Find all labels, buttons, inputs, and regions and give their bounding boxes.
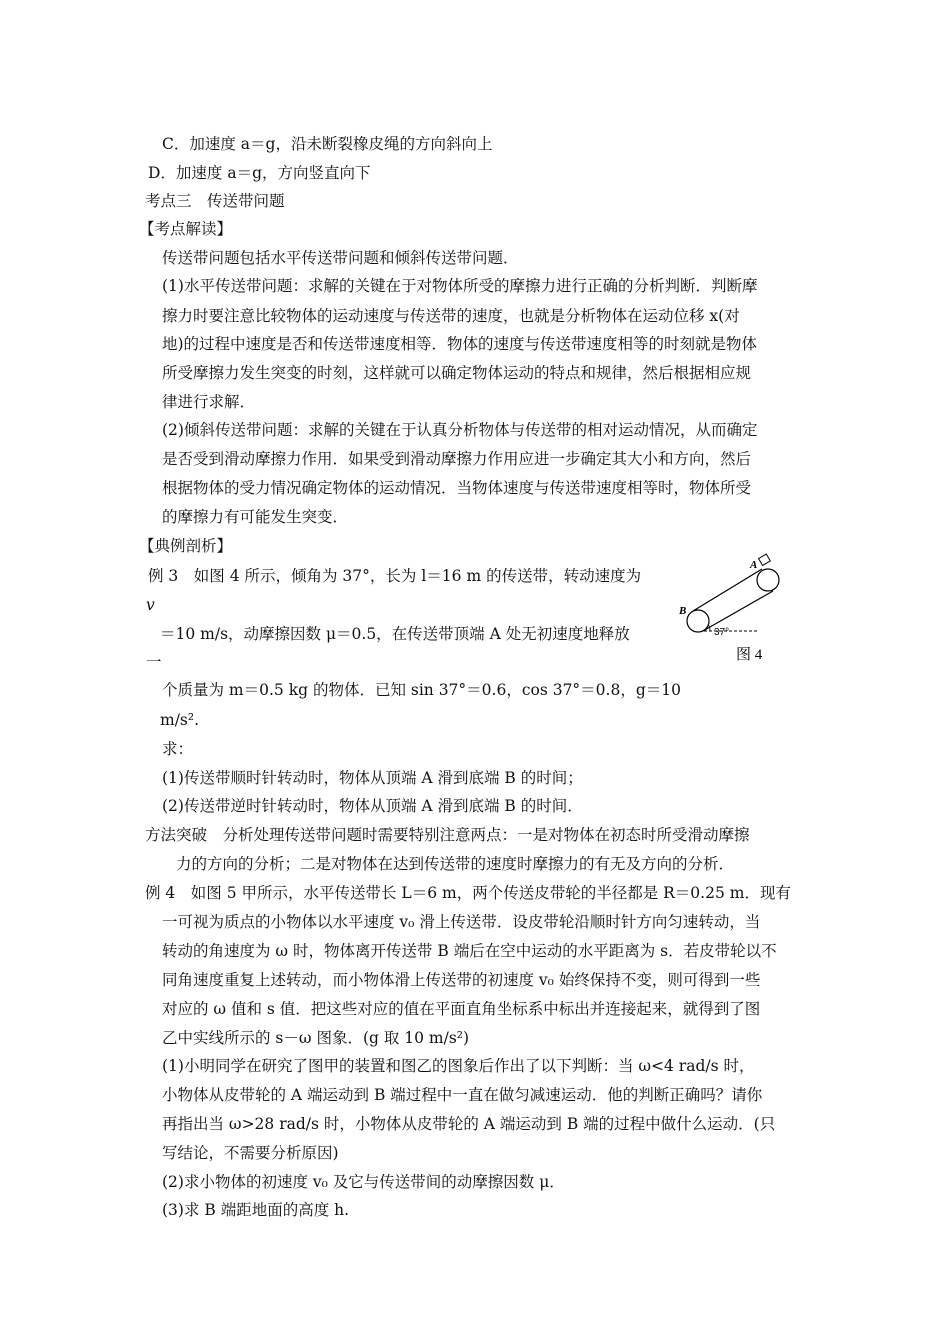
top-pulley xyxy=(757,569,779,591)
figure-caption: 图 4 xyxy=(736,647,763,663)
example3-line: 个质量为 m＝0.5 kg 的物体．已知 sin 37°＝0.6，cos 37°＝0.8，g＝10 xyxy=(162,681,681,699)
paragraph-line: (2)倾斜传送带问题：求解的关键在于认真分析物体与传送带的相对运动情况，从而确定 xyxy=(162,421,758,439)
paragraph-line: 地)的过程中速度是否和传送带速度相等．物体的速度与传送带速度相等的时刻就是物体 xyxy=(162,335,758,353)
belt-top-line xyxy=(693,569,762,611)
conveyor-diagram xyxy=(676,552,796,664)
example4-line: 小物体从皮带轮的 A 端运动到 B 端过程中一直在做匀减速运动．他的判断正确吗？请你 xyxy=(162,1086,763,1104)
section-heading: 考点三 传送带问题 xyxy=(145,192,285,210)
label-b: B xyxy=(679,605,687,617)
option-c: C．加速度 a＝g，沿未断裂橡皮绳的方向斜向上 xyxy=(162,135,493,153)
subheading-explain: 【考点解读】 xyxy=(139,220,233,238)
bottom-pulley xyxy=(687,610,709,632)
example4-line: 再指出当 ω>28 rad/s 时，小物体从皮带轮的 A 端运动到 B 端的过程中做什么运动．(只 xyxy=(162,1115,776,1133)
paragraph-line: 所受摩擦力发生突变的时刻，这样就可以确定物体运动的特点和规律，然后根据相应规 xyxy=(162,364,752,382)
subheading-examples: 【典例剖析】 xyxy=(139,537,233,555)
option-d: D．加速度 a＝g，方向竖直向下 xyxy=(148,164,371,182)
paragraph-line: 的摩擦力有可能发生突变． xyxy=(162,508,349,526)
example3-question: 求： xyxy=(162,740,194,758)
method-line: 力的方向的分析；二是对物体在达到传送带的速度时摩擦力的有无及方向的分析． xyxy=(176,855,735,873)
example4-line: (1)小明同学在研究了图甲的装置和图乙的图象后作出了以下判断：当 ω<4 rad/s 时， xyxy=(162,1057,755,1075)
example4-line: 写结论，不需要分析原因) xyxy=(162,1144,339,1162)
example3-question: (1)传送带顺时针转动时，物体从顶端 A 滑到底端 B 的时间； xyxy=(162,769,583,787)
angle-label: 37° xyxy=(714,627,730,638)
paragraph-line: 擦力时要注意比较物体的运动速度与传送带的速度，也就是分析物体在运动位移 x(对 xyxy=(162,307,740,325)
example3-line: v xyxy=(146,596,155,614)
paragraph-line: 律进行求解． xyxy=(162,393,256,411)
example4-line: 同角速度重复上述转动，而小物体滑上传送带的初速度 v₀ 始终保持不变，则可得到一些 xyxy=(162,971,761,989)
example4-line: 例 4 如图 5 甲所示，水平传送带长 L＝6 m，两个传送皮带轮的半径都是 R＝0.25 m．现有 xyxy=(145,884,791,902)
example3-question: (2)传送带逆时针转动时，物体从顶端 A 滑到底端 B 的时间． xyxy=(162,797,583,815)
paragraph-line: (1)水平传送带问题：求解的关键在于对物体所受的摩擦力进行正确的分析判断．判断摩 xyxy=(162,277,758,295)
paragraph-line: 根据物体的受力情况确定物体的运动情况．当物体速度与传送带速度相等时，物体所受 xyxy=(162,479,752,497)
example4-question: (2)求小物体的初速度 v₀ 及它与传送带间的动摩擦因数 μ． xyxy=(162,1173,565,1191)
example4-line: 转动的角速度为 ω 时，物体离开传送带 B 端后在空中运动的水平距离为 s．若皮带轮以不 xyxy=(162,942,777,960)
example3-line: ＝10 m/s，动摩擦因数 μ＝0.5，在传送带顶端 A 处无初速度地释放 xyxy=(160,625,630,643)
example3-line: 例 3 如图 4 所示，倾角为 37°，长为 l＝16 m 的传送带，转动速度为 xyxy=(148,567,642,585)
belt-bottom-line xyxy=(703,591,773,631)
paragraph-line: 是否受到滑动摩擦力作用．如果受到滑动摩擦力作用应进一步确定其大小和方向，然后 xyxy=(162,450,752,468)
method-line: 方法突破 分析处理传送带问题时需要特别注意两点：一是对物体在初态时所受滑动摩擦 xyxy=(145,826,750,844)
example4-line: 一可视为质点的小物体以水平速度 v₀ 滑上传送带．设皮带轮沿顺时针方向匀速转动，当 xyxy=(162,913,761,931)
label-a: A xyxy=(750,559,758,571)
block-object xyxy=(759,554,771,565)
example4-question: (3)求 B 端距地面的高度 h. xyxy=(162,1201,350,1219)
example3-line: 一 xyxy=(146,653,162,671)
paragraph-line: 传送带问题包括水平传送带问题和倾斜传送带问题． xyxy=(162,249,519,267)
example4-line: 乙中实线所示的 s－ω 图象．(g 取 10 m/s²) xyxy=(162,1029,470,1047)
example3-line: m/s². xyxy=(160,711,200,729)
example4-line: 对应的 ω 值和 s 值．把这些对应的值在平面直角坐标系中标出并连接起来，就得到了图 xyxy=(162,1000,761,1018)
conveyor-figure xyxy=(676,552,796,664)
